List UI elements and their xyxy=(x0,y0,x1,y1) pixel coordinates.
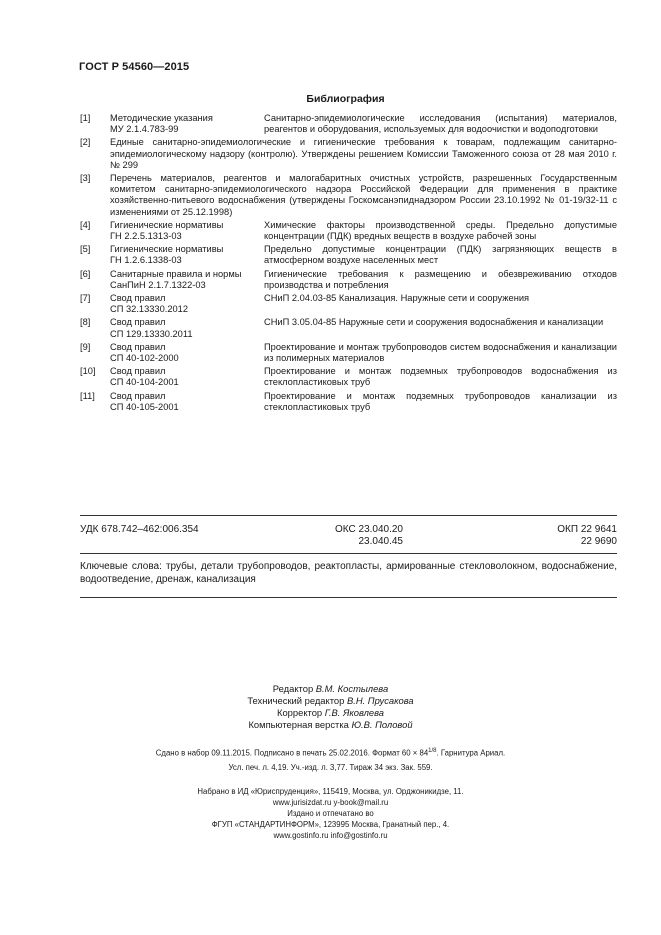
publisher-line: Издано и отпечатано во xyxy=(287,809,374,818)
entry-document-type xyxy=(110,317,264,339)
credit-name: В.М. Костылева xyxy=(315,683,389,694)
bibliography-entry xyxy=(80,391,617,413)
entry-document-type xyxy=(110,293,264,315)
credit-role: Корректор xyxy=(277,707,323,718)
bibliography-entry xyxy=(80,317,617,339)
bibliography-entry xyxy=(80,293,617,315)
entry-document-type xyxy=(110,113,264,135)
entry-title: Санитарно-эпидемиологические исследования (испытания) материалов, реагентов и оборудования, используемых для водоочистки и водоподготовки xyxy=(264,113,617,135)
bibliography-list xyxy=(80,113,617,415)
entry-document-line: СП 40-102-2000 xyxy=(110,353,179,364)
entry-number: [7] xyxy=(80,293,91,304)
oks-code-2: 23.040.45 xyxy=(358,536,403,547)
entry-document-line: Свод правил xyxy=(110,341,166,352)
entry-document-line: Свод правил xyxy=(110,317,166,328)
entry-document-type xyxy=(110,220,264,242)
entry-document-type xyxy=(110,342,264,364)
entry-document-line: СП 129.13330.2011 xyxy=(110,328,193,339)
bibliography-entry xyxy=(80,173,617,218)
bibliography-entry xyxy=(80,137,617,171)
document-header: ГОСТ Р 54560—2015 xyxy=(79,61,190,73)
entry-title: Проектирование и монтаж подземных трубопроводов канализации из стеклопластиковых труб xyxy=(264,390,617,412)
okp-codes xyxy=(517,524,617,548)
entry-document-line: ГН 1.2.6.1338-03 xyxy=(110,255,182,266)
entry-document-line: МУ 2.1.4.783-99 xyxy=(110,124,179,135)
credit-name: Г.В. Яковлева xyxy=(324,707,384,718)
credit-line xyxy=(0,695,661,707)
entry-number: [4] xyxy=(80,219,91,230)
entry-number: [2] xyxy=(80,137,91,148)
entry-document-line: СП 40-104-2001 xyxy=(110,377,179,388)
entry-title: Гигиенические требования к размещению и обезвреживанию отходов производства и потребления xyxy=(264,268,617,290)
okp-code-2: 22 9690 xyxy=(580,536,617,547)
credit-name: Ю.В. Половой xyxy=(351,719,413,730)
entry-title: Проектирование и монтаж трубопроводов систем водоснабжения и канализации из полимерных материалов xyxy=(264,341,617,364)
entry-number: [10] xyxy=(80,366,96,377)
keywords: Ключевые слова: трубы, детали трубопроводов, реактопласты, армированные стекловолокном, водоснабжение, водоотведение, дренаж, канализация xyxy=(80,561,617,585)
entry-text: Перечень материалов, реагентов и малогабаритных очистных устройств, разрешенных Государственным комитетом санитарно-эпидемиологического надзора Российской Федерации для применения в практике хозяйственно-питьевого водоснабжения (утверждены Госкомсанэпиднадзором России 23.10.1992 № 01-19/32-11 с изменениями от 25.12.1998) xyxy=(110,173,617,217)
credit-role: Компьютерная верстка xyxy=(248,719,349,730)
credit-line xyxy=(0,707,661,719)
entry-document-line: СанПиН 2.1.7.1322-03 xyxy=(110,279,206,290)
bibliography-entry xyxy=(80,113,617,135)
credits-block xyxy=(0,683,661,731)
bibliography-entry xyxy=(80,244,617,266)
entry-number: [3] xyxy=(80,173,91,184)
credit-role: Технический редактор xyxy=(247,695,345,706)
bibliography-entry xyxy=(80,220,617,242)
bibliography-entry xyxy=(80,366,617,388)
bibliography-entry xyxy=(80,342,617,364)
entry-title: Проектирование и монтаж подземных трубопроводов водоснабжения из стеклопластиковых труб xyxy=(264,366,617,388)
divider xyxy=(80,515,617,516)
entry-document-line: Гигиенические нормативы xyxy=(110,244,224,255)
bibliography-entry xyxy=(80,269,617,291)
udk-code: УДК 678.742–462:006.354 xyxy=(80,524,199,535)
entry-number: [6] xyxy=(80,268,91,279)
credit-line xyxy=(0,719,661,731)
credit-role: Редактор xyxy=(272,683,314,694)
entry-document-line: ГН 2.2.5.1313-03 xyxy=(110,231,182,242)
entry-number: [9] xyxy=(80,341,91,352)
entry-document-type xyxy=(110,269,264,291)
entry-document-type xyxy=(110,366,264,388)
entry-document-line: Свод правил xyxy=(110,366,166,377)
oks-codes xyxy=(327,524,403,548)
entry-title: СНиП 2.04.03-85 Канализация. Наружные сети и сооружения xyxy=(264,293,530,304)
entry-title: Химические факторы производственной среды. Предельно допустимые концентрации (ПДК) вредных веществ в воздухе рабочей зоны xyxy=(264,219,617,242)
okp-code-1: ОКП 22 9641 xyxy=(557,524,617,535)
print-info-line-2: Усл. печ. л. 4,19. Уч.-изд. л. 3,77. Тираж 34 экз. Зак. 559. xyxy=(228,762,433,772)
entry-document-type xyxy=(110,244,264,266)
entry-document-line: Гигиенические нормативы xyxy=(110,219,224,230)
entry-document-line: СП 40-105-2001 xyxy=(110,401,179,412)
entry-document-line: Методические указания xyxy=(110,113,213,123)
credit-line xyxy=(0,683,661,695)
divider xyxy=(80,597,617,598)
publisher-info xyxy=(0,786,661,841)
entry-document-line: СП 32.13330.2012 xyxy=(110,304,189,315)
entry-text: Единые санитарно-эпидемиологические и гигиенические требования к товарам, подлежащим санитарно-эпидемиологическому надзору (контролю). Утверждены решением Комиссии Таможенного союза от 28 мая 2010 г. № 299 xyxy=(110,137,617,170)
publisher-line: ФГУП «СТАНДАРТИНФОРМ», 123995 Москва, Гранатный пер., 4. xyxy=(211,820,450,829)
print-info-line-1: Сдано в набор 09.11.2015. Подписано в печать 25.02.2016. Формат $60 \times 84^{1/8}$. Гарнитура Ариал. xyxy=(155,748,506,758)
entry-document-line: Свод правил xyxy=(110,390,166,401)
credit-name: В.Н. Прусакова xyxy=(346,695,414,706)
print-info xyxy=(0,744,661,775)
entry-number: [1] xyxy=(80,113,91,123)
entry-document-type xyxy=(110,391,264,413)
entry-document-line: Санитарные правила и нормы xyxy=(110,268,242,279)
publisher-line: www.gostinfo.ru info@gostinfo.ru xyxy=(273,831,388,840)
entry-document-line: Свод правил xyxy=(110,293,166,304)
section-title: Библиография xyxy=(306,93,385,105)
entry-number: [5] xyxy=(80,244,91,255)
divider xyxy=(80,553,617,554)
publisher-line: www.jurisizdat.ru y-book@mail.ru xyxy=(272,798,389,807)
entry-title: СНиП 3.05.04-85 Наружные сети и сооружения водоснабжения и канализации xyxy=(264,317,604,328)
oks-code-1: ОКС 23.040.20 xyxy=(335,524,403,535)
publisher-line: Набрано в ИД «Юриспруденция», 115419, Москва, ул. Орджоникидзе, 11. xyxy=(197,787,464,796)
entry-number: [8] xyxy=(80,317,91,328)
entry-title: Предельно допустимые концентрации (ПДК) загрязняющих веществ в атмосферном воздухе населенных мест xyxy=(264,244,617,266)
entry-number: [11] xyxy=(80,390,95,401)
